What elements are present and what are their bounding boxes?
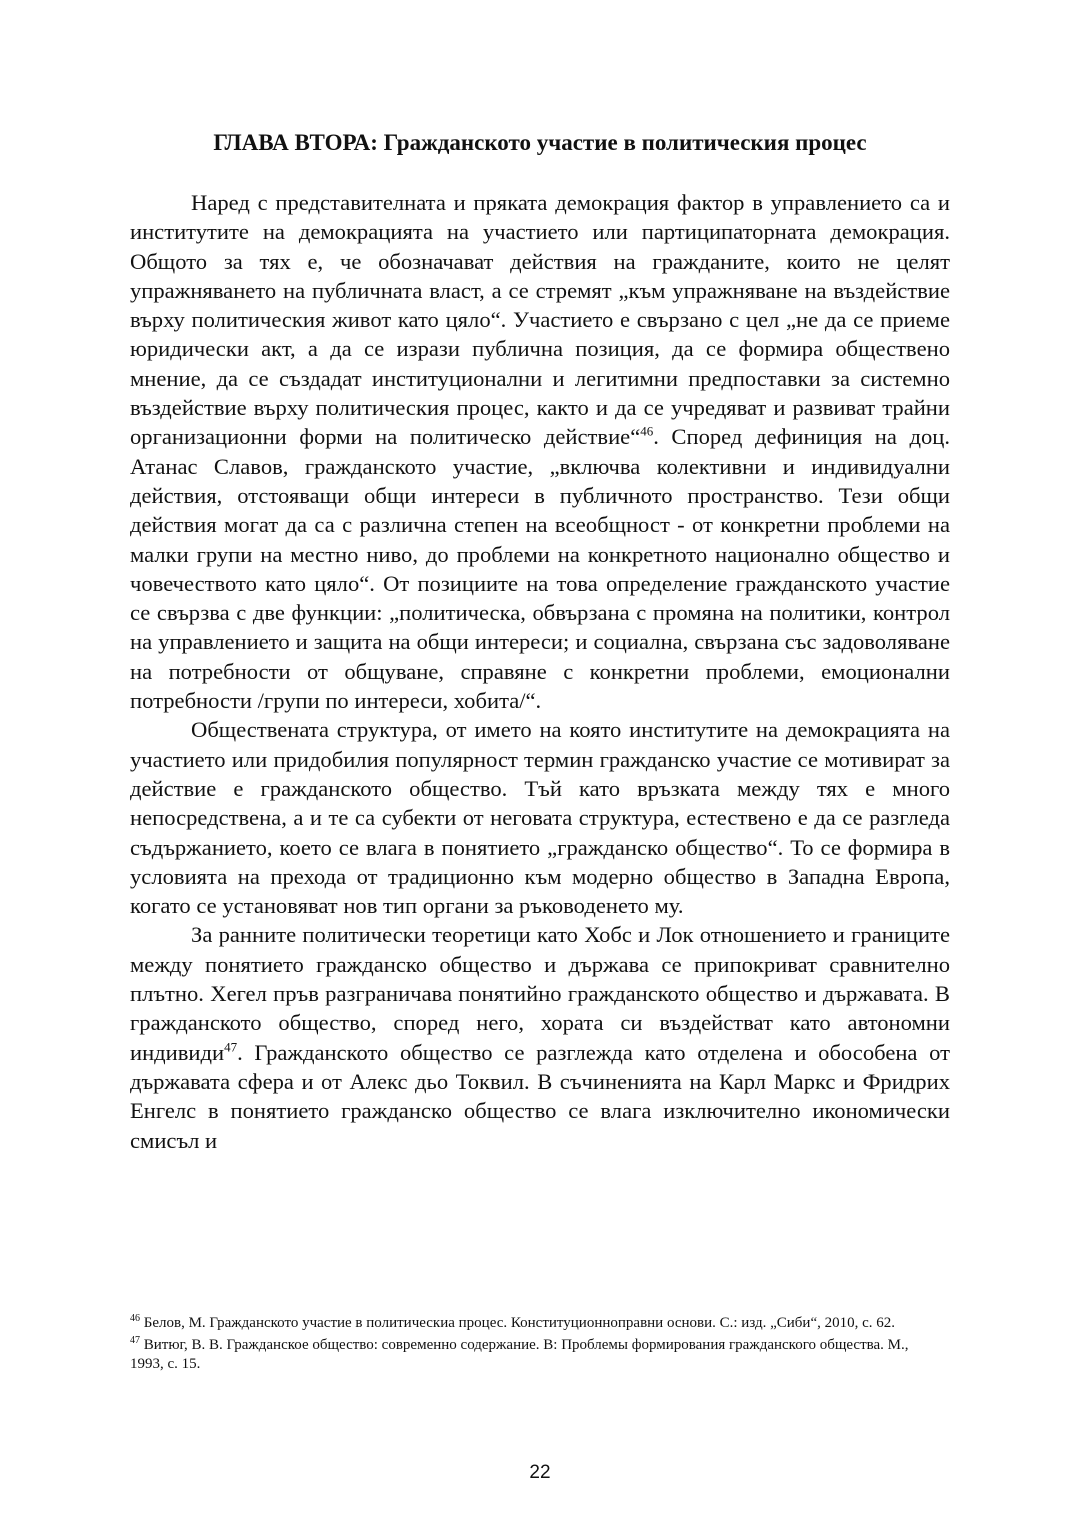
- paragraph-3-text-after-ref: . Гражданското общество се разглежда като отделена и обособена от държавата сфера и от Алекс дьо Токвил. В съчиненията на Карл Маркс и Фридрих Енгелс в понятието гражданско общество се влага изключително икономически смисъл и: [130, 1039, 950, 1153]
- paragraph-1-text-before-ref: Наред с представителната и пряката демокрация фактор в управлението са и институтите на демокрацията на участието или партиципаторната демокрация. Общото за тях е, че обозначават действия на гражданите, които не целят упражняването на публичната власт, а се стремят „към упражняване на въздействие върху политическия живот като цяло“. Участието е свързано с цел „не да се приеме юридически акт, а да се изрази публична позиция, да се формира обществено мнение, да се създадат институционални и легитимни предпоставки за системно въздействие върху политическия процес, както и да се учредяват и развиват трайни организационни форми на политическо действие“: [130, 190, 950, 450]
- paragraph-2-text: Обществената структура, от името на която институтите на демокрацията на участието или придобилия популярност термин гражданско участие се мотивират за действие е гражданското общество. Тъй като връзката между тях е много непосредствена, а и те са субекти от неговата структура, естествено е да се разгледа съдържанието, което се влага в понятието „гражданско общество“. То се формира в условията на прехода от традиционно към модерно общество в Западна Европа, когато се установяват нов тип органи за ръководенето му.: [130, 717, 950, 919]
- chapter-title: ГЛАВА ВТОРА: Гражданското участие в политическия процес: [213, 130, 867, 155]
- page-number: 22: [529, 1462, 551, 1483]
- paragraph-3-text-before-ref: За ранните политически теоретици като Хобс и Лок отношението и границите между понятието гражданско общество и държава се припокриват сравнително плътно. Хегел пръв разграничава понятийно гражданското общество и държавата. В гражданското общество, според него, хората си въздействат като автономни индивиди: [130, 922, 950, 1065]
- footnote-ref-47[interactable]: 47: [224, 1039, 238, 1055]
- footnote-46-number: 46: [130, 1313, 140, 1324]
- footnote-47-text: Витюг, В. В. Гражданское общество: современно содержание. В: Проблемы формирования гражданского общества. М., 1993, с. 15.: [130, 1336, 909, 1372]
- paragraph-1-text-after-ref: . Според дефиниция на доц. Атанас Славов, гражданското участие, „включва колективни и индивидуални действия, отстояващи общи интереси в публичното пространство. Тези общи действия могат да са с различна степен на всеобщност - от конкретни проблеми на малки групи на местно ниво, до проблеми на конкретното национално общество и човечеството като цяло“. От позициите на това определение гражданското участие се свързва с две функции: „политическа, обвързана с промяна на политики, контрол на управлението и защита на общи интереси; и социална, свързана със задоволяване на потребности от общуване, справяне с конкретни проблеми, емоционални потребности /групи по интереси, хобита/“.: [130, 424, 950, 714]
- paragraph-3: [130, 920, 950, 1154]
- footnote-46: [130, 1314, 930, 1334]
- paragraph-1: [130, 188, 950, 715]
- footnote-ref-46[interactable]: 46: [640, 423, 654, 439]
- body-text: [130, 188, 950, 1155]
- footnote-separator: [130, 1305, 370, 1306]
- footnote-47: [130, 1336, 930, 1375]
- footnote-46-text: Белов, М. Гражданското участие в политическиа процес. Конституционноправни основи. С.: изд. „Сиби“, 2010, с. 62.: [143, 1315, 896, 1331]
- footnotes: [130, 1314, 930, 1377]
- footnote-47-number: 47: [130, 1334, 140, 1346]
- paragraph-2: [130, 715, 950, 920]
